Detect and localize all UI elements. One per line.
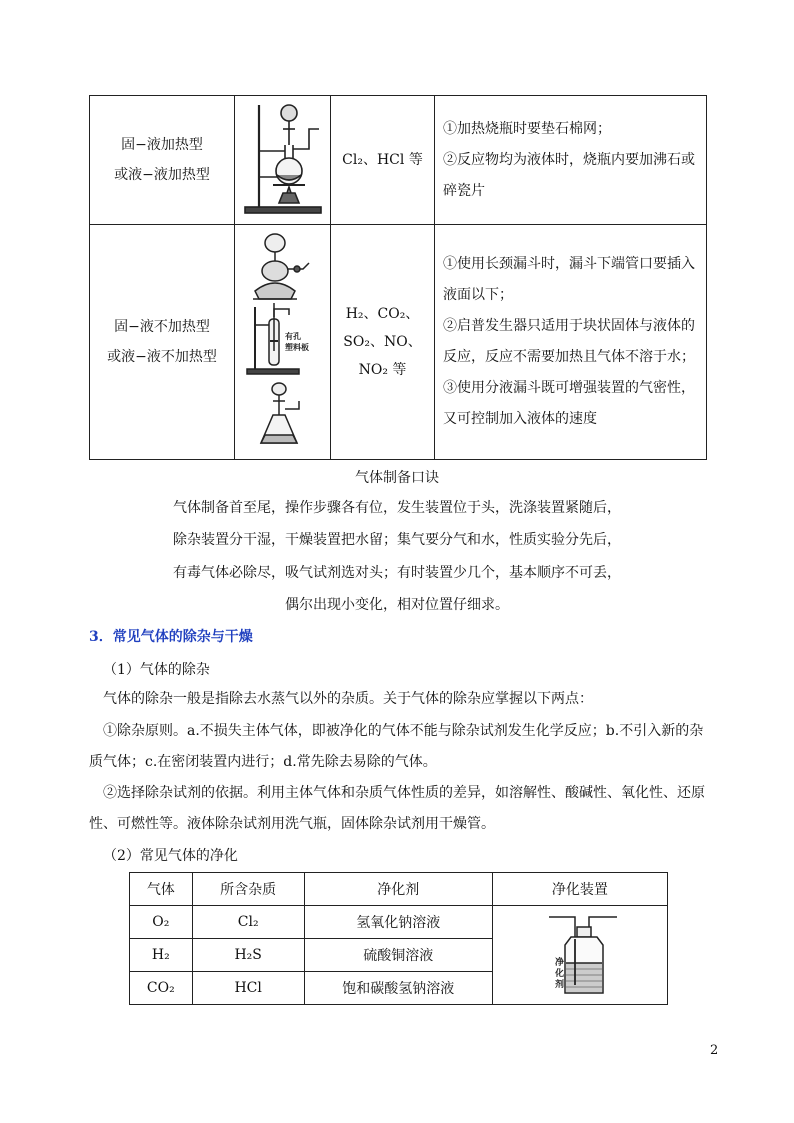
table-row: [90, 96, 707, 225]
column-header: 所含杂质: [192, 873, 304, 906]
gas-washing-bottle-icon: [535, 909, 625, 997]
table-row: [130, 906, 668, 939]
paragraph: ①除杂原则。a.不损失主体气体，即被净化的气体不能与除杂试剂发生化学反应；b.不引入新的杂质气体；c.在密闭装置内进行；d.常先除去易除的气体。: [89, 723, 704, 770]
gases-line: SO₂、NO、: [343, 334, 422, 350]
gas-cell: H₂: [130, 939, 193, 972]
generator-type-cell: [90, 96, 235, 225]
impurity-cell: Cl₂: [192, 906, 304, 939]
gases-cell: [331, 225, 435, 460]
paragraph: 气体的除杂一般是指除去水蒸气以外的杂质。关于气体的除杂应掌握以下两点：: [103, 691, 593, 707]
reagent-cell: 饱和碳酸氢钠溶液: [304, 972, 492, 1005]
column-header: 净化装置: [492, 873, 667, 906]
note-line: ②启普发生器只适用于块状固体与液体的反应，反应不需要加热且气体不溶于水；: [443, 318, 695, 365]
subheading: （2）常见气体的净化: [103, 848, 238, 864]
rhyme-line: 有毒气体必除尽，吸气试剂选对头；有时装置少几个，基本顺序不可丢，: [173, 565, 621, 581]
type-line: 固−液加热型: [121, 137, 203, 153]
column-header: 气体: [130, 873, 193, 906]
reagent-cell: 氢氧化钠溶液: [304, 906, 492, 939]
note-line: ③使用分液漏斗既可增强装置的气密性，又可控制加入液体的速度: [443, 380, 695, 427]
notes-cell: [435, 225, 707, 460]
heated-flask-apparatus-icon: [239, 99, 327, 217]
table-row: [90, 225, 707, 460]
type-line: 或液−液加热型: [114, 167, 210, 183]
apparatus-cell: [492, 906, 667, 1005]
gas-cell: CO₂: [130, 972, 193, 1005]
gases-line: H₂、CO₂、: [345, 306, 420, 322]
notes-cell: [435, 96, 707, 225]
paragraph: ②选择除杂试剂的依据。利用主体气体和杂质气体性质的差异，如溶解性、酸碱性、氧化性、还原性、可燃性等。液体除杂试剂用洗气瓶，固体除杂试剂用干燥管。: [89, 785, 705, 832]
gases-line: NO₂ 等: [358, 362, 407, 378]
page-number: 2: [710, 1043, 719, 1058]
section-heading: 3．常见气体的除杂与干燥: [89, 629, 253, 645]
note-line: ①使用长颈漏斗时，漏斗下端管口要插入液面以下；: [443, 256, 695, 303]
column-header: 净化剂: [304, 873, 492, 906]
svg-text:剂: 剂: [554, 980, 564, 990]
gas-generator-table: [89, 95, 707, 460]
note-line: ①加热烧瓶时要垫石棉网；: [443, 120, 611, 137]
rhyme-line: 气体制备首至尾，操作步骤各有位，发生装置位于头，洗涤装置紧随后，: [173, 500, 621, 516]
gas-purification-table: [129, 872, 668, 1005]
rhyme-title: 气体制备口诀: [355, 470, 439, 486]
note-line: ②反应物均为液体时，烧瓶内要加沸石或碎瓷片: [443, 151, 695, 199]
subheading: （1）气体的除杂: [103, 662, 210, 678]
svg-text:有孔: 有孔: [284, 332, 301, 341]
reagent-cell: 硫酸铜溶液: [304, 939, 492, 972]
svg-text:塑料板: 塑料板: [284, 343, 309, 352]
type-line: 或液−液不加热型: [107, 349, 217, 365]
generator-type-cell: [90, 225, 235, 460]
impurity-cell: HCl: [192, 972, 304, 1005]
gas-cell: O₂: [130, 906, 193, 939]
table-header-row: [130, 873, 668, 906]
type-line: 固−液不加热型: [114, 319, 210, 335]
rhyme-line: 偶尔出现小变化，相对位置仔细求。: [285, 597, 509, 613]
gases-text: Cl₂、HCl 等: [342, 152, 423, 168]
rhyme-line: 除杂装置分干湿，干燥装置把水留；集气要分气和水，性质实验分先后，: [173, 532, 621, 548]
apparatus-cell: [235, 225, 331, 460]
apparatus-cell: [235, 96, 331, 225]
impurity-cell: H₂S: [192, 939, 304, 972]
svg-text:净: 净: [554, 958, 564, 968]
gases-cell: [331, 96, 435, 225]
kipp-and-funnel-apparatus-icon: [239, 229, 327, 451]
svg-text:化: 化: [554, 969, 564, 979]
